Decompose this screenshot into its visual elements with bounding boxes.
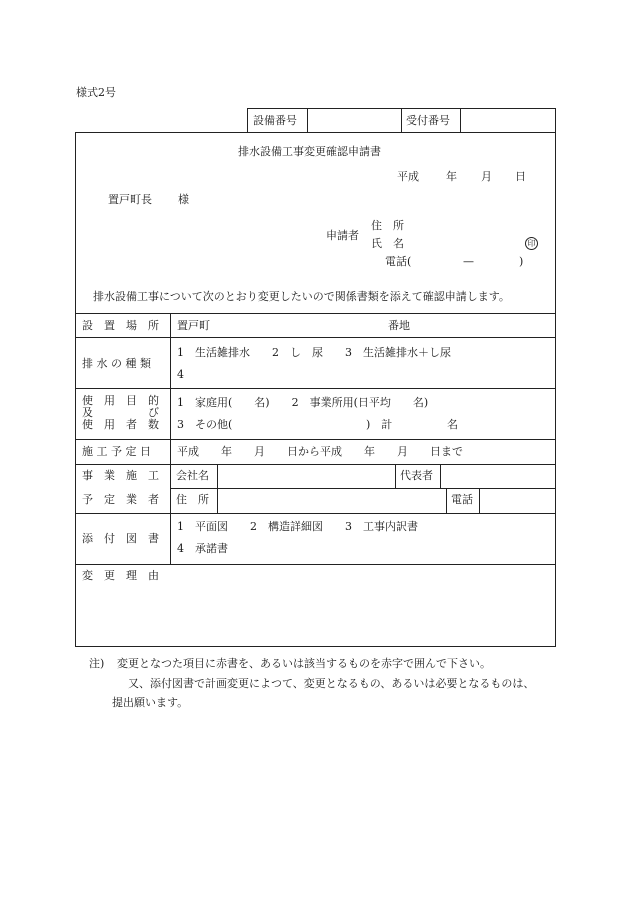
row-line bbox=[75, 513, 556, 514]
attachments-item-4: 4 承諾書 bbox=[177, 542, 228, 555]
applicant-name-label: 氏 名 bbox=[371, 237, 404, 250]
contractor-divider bbox=[446, 488, 447, 513]
company-name-label: 会社名 bbox=[176, 469, 209, 482]
date-year: 年 bbox=[446, 170, 457, 183]
attachments-label: 添 付 図 書 bbox=[82, 532, 159, 545]
attachments-list: 1 平面図 2 構造詳細図 3 工事内訳書 bbox=[177, 520, 418, 533]
row-line bbox=[75, 313, 556, 314]
phone-dash: — bbox=[463, 255, 474, 268]
schedule-label: 施 工 予 定 日 bbox=[82, 445, 151, 458]
addressee-honorific: 様 bbox=[178, 193, 189, 206]
row-line bbox=[170, 488, 556, 489]
purpose-total: ) 計 bbox=[366, 418, 393, 431]
contractor-divider bbox=[479, 488, 480, 513]
contractor-address-label: 住 所 bbox=[176, 493, 209, 506]
company-name-field[interactable] bbox=[219, 466, 393, 486]
reception-no-field[interactable] bbox=[461, 109, 555, 132]
purpose-label-1: 使 用 目 的 bbox=[82, 394, 159, 407]
notes-line-1: 変更となつた項目に赤書を、あるいは該当するものを赤字で囲んで下さい。 bbox=[117, 657, 491, 670]
contractor-label-1: 事 業 施 工 bbox=[82, 469, 159, 482]
notes-label: 注) bbox=[89, 657, 105, 670]
location-town: 置戸町 bbox=[177, 319, 210, 332]
date-month: 月 bbox=[481, 170, 492, 183]
location-field[interactable] bbox=[215, 315, 383, 335]
applicant-phone-field[interactable] bbox=[420, 252, 516, 268]
equipment-no-field[interactable] bbox=[308, 109, 400, 132]
drain-type-options: 1 生活雑排水 2 し 尿 3 生活雑排水＋し尿 bbox=[177, 346, 451, 359]
schedule-dates: 平成 年 月 日から平成 年 月 日まで bbox=[177, 445, 463, 458]
row-line bbox=[75, 464, 556, 465]
location-banchi: 番地 bbox=[388, 319, 410, 332]
date-era: 平成 bbox=[397, 170, 419, 183]
divider bbox=[401, 108, 402, 133]
addressee-name: 置戸町長 bbox=[108, 193, 152, 206]
equipment-no-label: 設備番号 bbox=[253, 114, 297, 127]
form-id: 様式2号 bbox=[76, 86, 116, 99]
purpose-total-unit: 名 bbox=[447, 418, 458, 431]
representative-label: 代表者 bbox=[400, 469, 433, 482]
phone-label: 電話( bbox=[385, 255, 412, 268]
purpose-label-2: 及 び bbox=[82, 406, 159, 419]
purpose-label-3: 使 用 者 数 bbox=[82, 418, 159, 431]
row-line bbox=[75, 439, 556, 440]
purpose-other: 3 その他( bbox=[177, 418, 233, 431]
reception-no-label: 受付番号 bbox=[406, 114, 450, 127]
date-day: 日 bbox=[515, 170, 526, 183]
applicant-address-label: 住 所 bbox=[371, 219, 404, 232]
label-column-divider bbox=[170, 313, 171, 564]
form-title: 排水設備工事変更確認申請書 bbox=[238, 145, 381, 158]
contractor-divider bbox=[395, 464, 396, 488]
contractor-divider bbox=[217, 464, 218, 513]
seal-mark: 印 bbox=[525, 237, 538, 250]
location-label: 設 置 場 所 bbox=[82, 319, 159, 332]
reason-label: 変 更 理 由 bbox=[82, 569, 159, 582]
phone-close: ) bbox=[519, 255, 524, 268]
row-line bbox=[75, 388, 556, 389]
contractor-address-field[interactable] bbox=[219, 490, 444, 511]
contractor-divider bbox=[440, 464, 441, 488]
drain-type-option-4: 4 bbox=[177, 368, 184, 381]
contractor-phone-label: 電話 bbox=[451, 493, 473, 506]
drain-type-label: 排 水 の 種 類 bbox=[82, 357, 151, 370]
contractor-phone-field[interactable] bbox=[481, 490, 554, 511]
row-line bbox=[75, 564, 556, 565]
purpose-options: 1 家庭用( 名) 2 事業所用(日平均 名) bbox=[177, 396, 429, 409]
applicant-address-field[interactable] bbox=[412, 216, 542, 232]
row-line bbox=[75, 337, 556, 338]
notes-line-2: 又、添付図書で計画変更によつて、変更となるもの、あるいは必要となるものは、 bbox=[128, 677, 535, 690]
applicant-name-field[interactable] bbox=[412, 234, 516, 250]
contractor-label-2: 予 定 業 者 bbox=[82, 493, 159, 506]
representative-field[interactable] bbox=[442, 466, 554, 486]
reason-field[interactable] bbox=[78, 586, 553, 644]
notes-line-3: 提出願います。 bbox=[112, 696, 189, 709]
applicant-label: 申請者 bbox=[326, 229, 359, 242]
application-statement: 排水設備工事について次のとおり変更したいので関係書類を添えて確認申請します。 bbox=[93, 290, 510, 303]
